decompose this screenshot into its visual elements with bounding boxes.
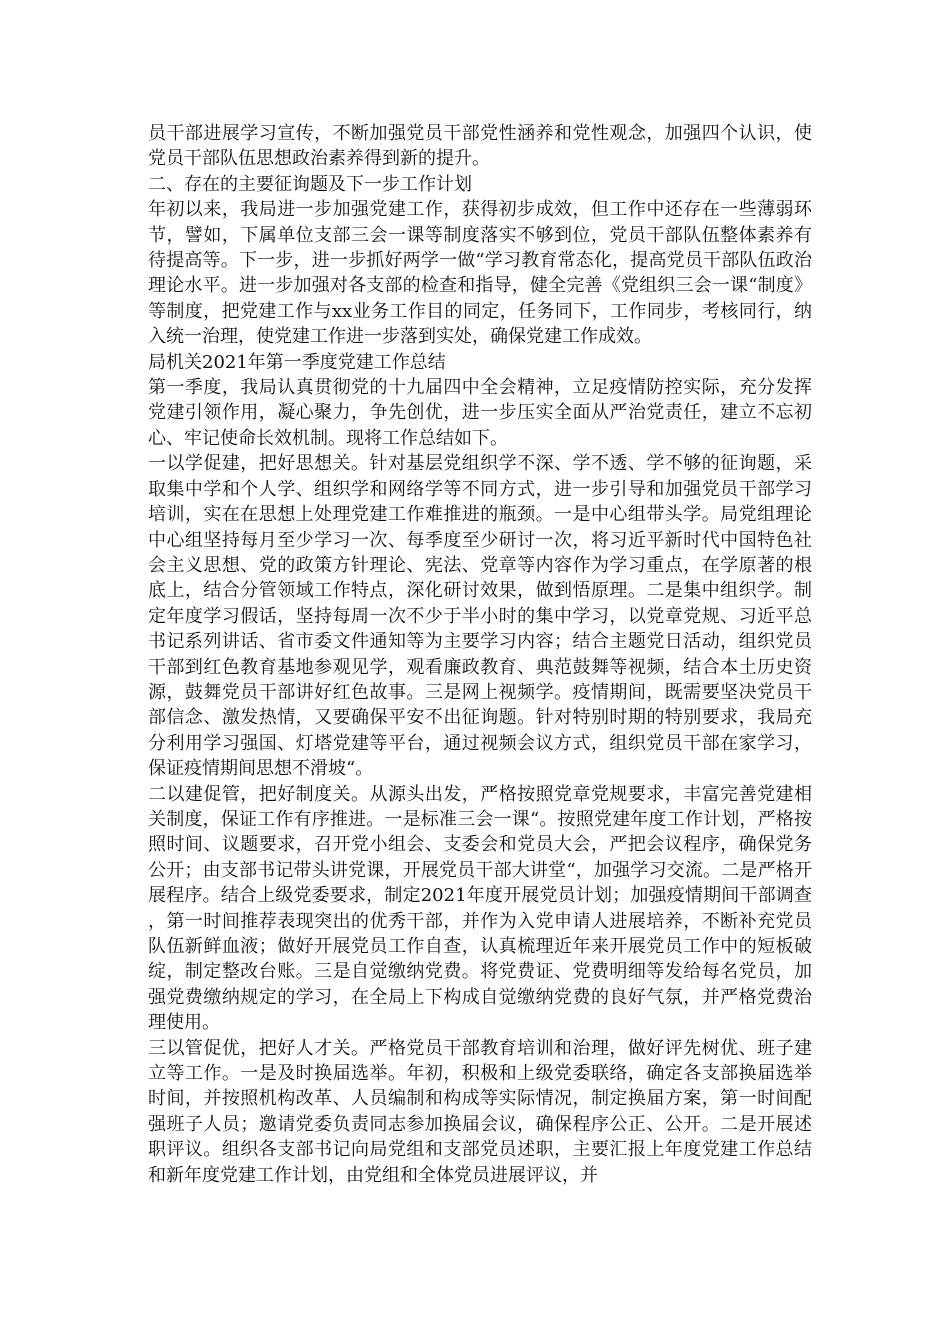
document-title-q1-summary: 局机关2021年第一季度党建工作总结	[148, 351, 446, 373]
paragraph-intro: 第一季度，我局认真贯彻党的十九届四中全会精神，立足疫情防控实际，充分发挥党建引领作用，凝心聚力，争先创优，进一步压实全面从严治党责任，建立不忘初心、牢记使命长效机制。现将工作总结如下。	[148, 377, 812, 449]
paragraph-building-promotes-management: 二以建促管，把好制度关。从源头出发，严格按照党章党规要求，丰富完善党建相关制度，保证工作有序推进。一是标准三会一课“。按照党建年度工作计划，严格按照时间、议题要求，召开党小组会、支委会和党员大会，严把会议程序，确保党务公开；由支部书记带头讲党课，开展党员干部大讲堂“，加强学习交流。二是严格开展程序。结合上级党委要求，制定2021年度开展党员计划；加强疫情期间干部调查，第一时间推荐表现突出的优秀干部，并作为入党申请人进展培养，不断补充党员队伍新鲜血液；做好开展党员工作自查，认真梳理近年来开展党员工作中的短板破绽，制定整改台账。三是自觉缴纳党费。将党费证、党费明细等发给每名党员，加强党费缴纳规定的学习，在全局上下构成自觉缴纳党费的良好气氛，并严格党费治理使用。	[148, 783, 812, 1034]
document-body	[148, 121, 812, 1188]
paragraph-study-promotes-building: 一以学促建，把好思想关。针对基层党组织学不深、学不透、学不够的征询题，采取集中学和个人学、组织学和网络学等不同方式，进一步引导和加强党员干部学习培训，实在在思想上处理党建工作难推进的瓶颈。一是中心组带头学。局党组理论中心组坚持每月至少学习一次、每季度至少研讨一次，将习近平新时代中国特色社会主义思想、党的政策方针理论、宪法、党章等内容作为学习重点，在学原著的根底上，结合分管领域工作特点，深化研讨效果，做到悟原理。二是集中组织学。制定年度学习假话，坚持每周一次不少于半小时的集中学习，以党章党规、习近平总书记系列讲话、省市委文件通知等为主要学习内容；结合主题党日活动，组织党员干部到红色教育基地参观见学，观看廉政教育、典范鼓舞等视频，结合本土历史资源，鼓舞党员干部讲好红色故事。三是网上视频学。疫情期间，既需要坚决党员干部信念、激发热情，又要确保平安不出征询题。针对特别时期的特别要求，我局充分利用学习强国、灯塔党建等平台，通过视频会议方式，组织党员干部在家学习，保证疫情期间思想不滑坡“。	[148, 453, 812, 780]
paragraph-continuation: 员干部进展学习宣传，不断加强党员干部党性涵养和党性观念，加强四个认识，使党员干部队伍思想政治素养得到新的提升。	[148, 123, 812, 170]
paragraph-management-promotes-excellence: 三以管促优，把好人才关。严格党员干部教育培训和治理，做好评先树优、班子建立等工作。一是及时换届选举。年初，积极和上级党委联络，确定各支部换届选举时间，并按照机构改革、人员编制和构成等实际情况，制定换届方案，第一时间配强班子人员；邀请党委负责同志参加换届会议，确保程序公正、公开。二是开展述职评议。组织各支部书记向局党组和支部党员述职，主要汇报上年度党建工作总结和新年度党建工作计划，由党组和全体党员进展评议，并	[148, 1037, 812, 1186]
paragraph-problems-and-plan: 年初以来，我局进一步加强党建工作，获得初步成效，但工作中还存在一些薄弱环节，譬如，下属单位支部三会一课等制度落实不够到位，党员干部队伍整体素养有待提高等。下一步，进一步抓好两学一做“学习教育常态化，提高党员干部队伍政治理论水平。进一步加强对各支部的检查和指导，健全完善《党组织三会一课“制度》等制度，把党建工作与xx业务工作目的同定，任务同下，工作同步，考核同行，纳入统一治理，使党建工作进一步落到实处，确保党建工作成效。	[148, 199, 812, 348]
section-heading-problems-and-plan: 二、存在的主要征询题及下一步工作计划	[148, 173, 472, 195]
